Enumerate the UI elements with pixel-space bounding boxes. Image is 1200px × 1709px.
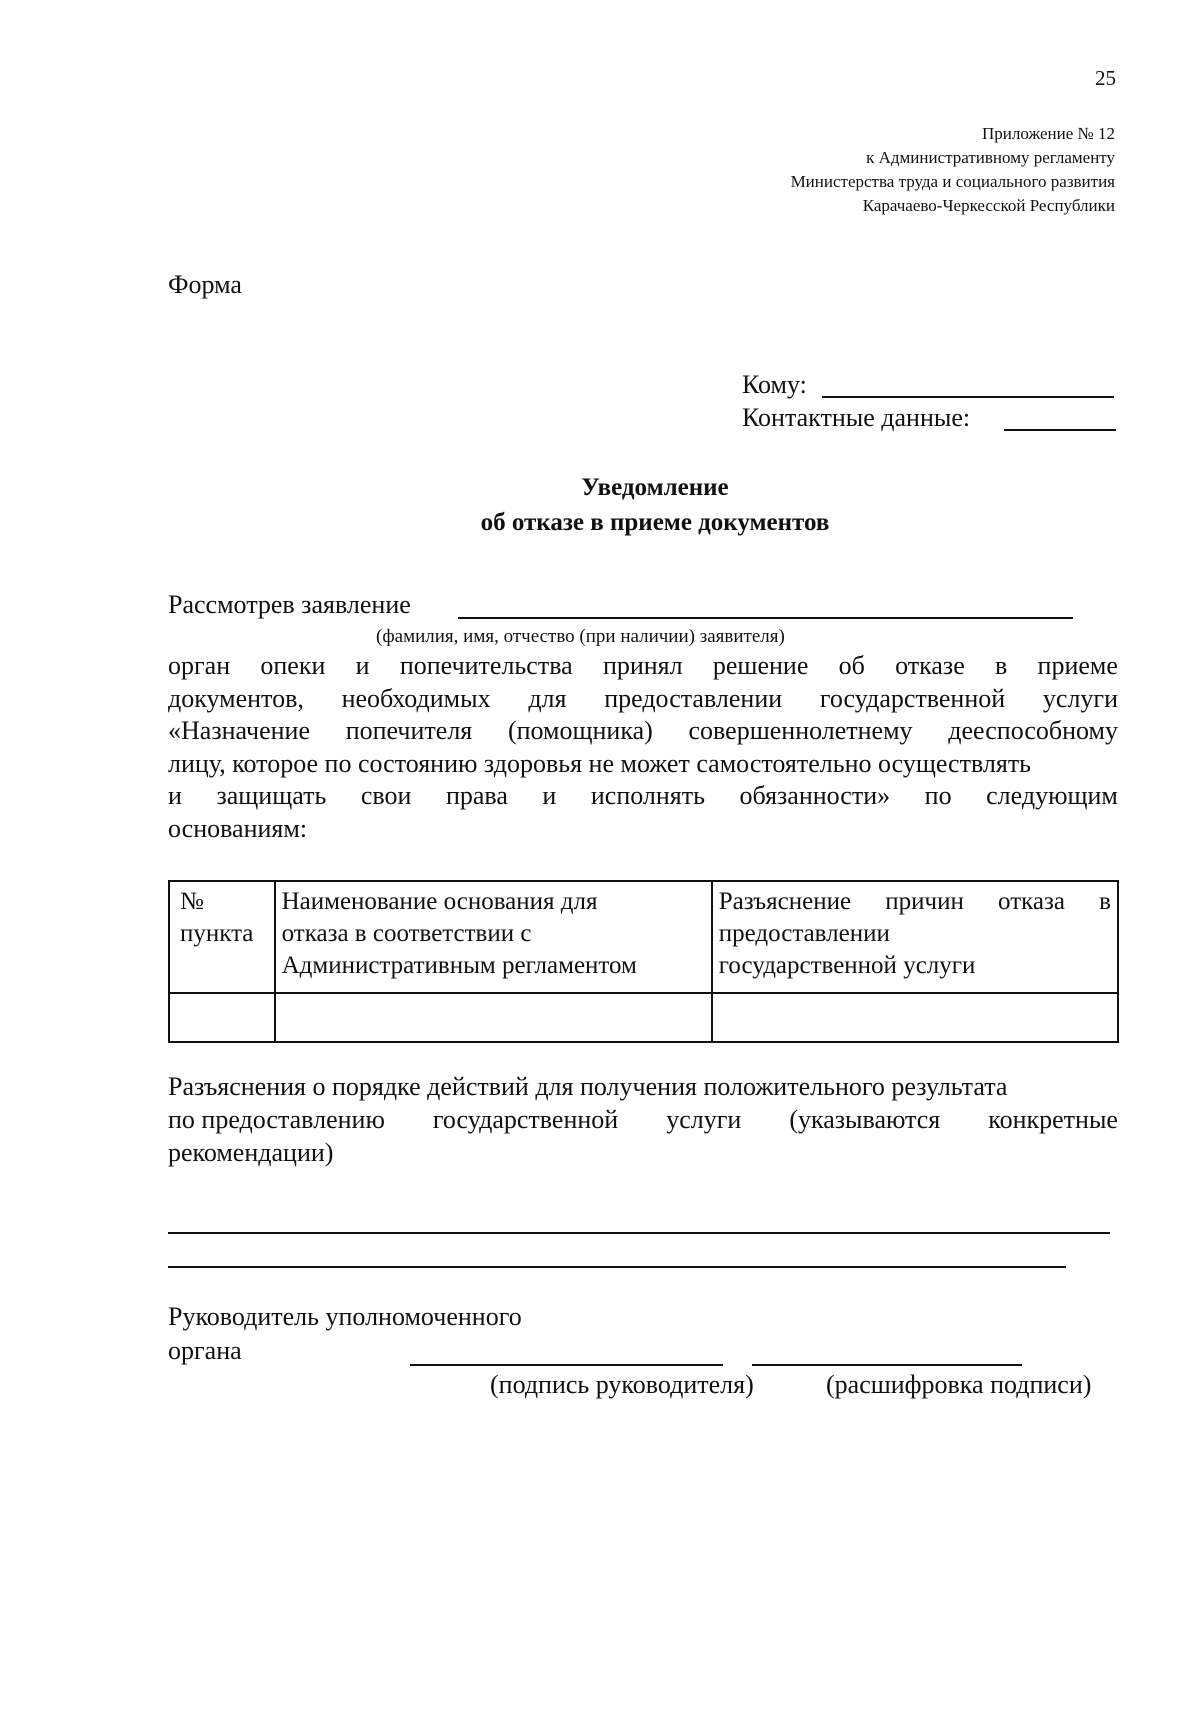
word: отказа	[998, 888, 1065, 915]
word: Разъяснение	[718, 888, 852, 915]
text-line	[168, 650, 1118, 683]
page-number: 25	[1095, 66, 1116, 90]
signature-decoding-field[interactable]	[752, 1364, 1022, 1366]
word: «Назначение	[168, 716, 310, 745]
cell-line: №	[180, 888, 204, 915]
header-cell-number	[169, 881, 275, 993]
text-line: рекомендации)	[168, 1138, 334, 1167]
text-line	[168, 780, 1118, 813]
table-cell[interactable]	[275, 993, 712, 1042]
explanation-text	[168, 1070, 1118, 1169]
word: отказе	[895, 651, 965, 680]
word: обязанности»	[739, 781, 891, 810]
applicant-name-field[interactable]	[458, 617, 1073, 619]
text-line: основаниям:	[168, 813, 308, 843]
text-line: Разъяснения о порядке действий для получения положительного результата	[168, 1072, 1008, 1101]
title-line: об отказе в приеме документов	[480, 509, 830, 536]
text-line	[168, 715, 1118, 748]
word: причин	[885, 888, 964, 915]
cell-line: отказа в соответствии с	[281, 920, 532, 947]
word: необходимых	[341, 683, 491, 713]
recipient-contacts-label: Контактные данные:	[742, 403, 971, 432]
table-row	[169, 993, 1118, 1042]
cell-line	[719, 886, 1111, 918]
grounds-table	[168, 880, 1119, 1043]
cell-line: Административным регламентом	[281, 952, 637, 979]
signature-caption: (подпись руководителя)	[490, 1370, 754, 1399]
recommendation-field[interactable]	[168, 1232, 1110, 1234]
text-line	[168, 683, 1118, 716]
word: услуги	[666, 1105, 742, 1134]
word: об	[838, 651, 865, 680]
signature-decoding-caption: (расшифровка подписи)	[826, 1370, 1092, 1399]
appendix-line: Приложение № 12	[982, 124, 1115, 143]
table-cell[interactable]	[712, 993, 1118, 1042]
table-cell[interactable]	[169, 993, 275, 1042]
label-line: Руководитель уполномоченного	[168, 1302, 522, 1331]
appendix-line: Министерства труда и социального развития	[790, 172, 1115, 191]
word: принял	[602, 651, 683, 680]
word: защищать	[216, 781, 327, 810]
word: государственной	[432, 1105, 619, 1134]
recipient-to-row	[742, 368, 970, 401]
word: предоставлении	[604, 683, 783, 713]
label-line: органа	[168, 1336, 242, 1365]
word: государственной	[819, 683, 1006, 713]
form-label: Форма	[168, 270, 242, 299]
signature-field[interactable]	[410, 1364, 723, 1366]
word: и	[542, 781, 557, 810]
recipient-contacts-row	[742, 401, 970, 434]
word: свои	[360, 781, 412, 810]
recipient-block	[742, 368, 970, 434]
appendix-line: к Административному регламенту	[866, 148, 1115, 167]
word: по предоставлению	[168, 1105, 385, 1134]
text-line	[168, 1103, 1118, 1136]
word: (помощника)	[507, 716, 653, 745]
text-line: лицу, которое по состоянию здоровья не может самостоятельно осуществлять	[168, 748, 1032, 778]
word: по	[924, 781, 952, 810]
cell-line: предоставлении	[718, 920, 890, 947]
word: следующим	[986, 781, 1118, 810]
word: в	[995, 651, 1008, 680]
recipient-to-label: Кому:	[742, 370, 807, 399]
table-header-row	[169, 881, 1118, 993]
word: приеме	[1037, 651, 1118, 680]
word: попечительства	[399, 651, 573, 680]
recommendation-field[interactable]	[168, 1266, 1066, 1268]
word: дееспособному	[948, 716, 1118, 745]
word: услуги	[1042, 683, 1118, 713]
header-cell-ground-name	[275, 881, 712, 993]
word: права	[445, 781, 508, 810]
cell-line: государственной услуги	[718, 952, 976, 979]
word: конкретные	[988, 1105, 1118, 1134]
document-title	[0, 470, 1200, 540]
head-of-authority-label	[168, 1300, 522, 1368]
word: (указываются	[789, 1105, 941, 1134]
word: попечителя	[345, 716, 473, 745]
appendix-header	[595, 122, 1115, 218]
word: орган	[168, 651, 231, 680]
word: в	[1099, 888, 1111, 915]
cell-line: Наименование основания для	[281, 888, 598, 915]
word: и	[355, 651, 370, 680]
title-line: Уведомление	[581, 474, 729, 501]
recipient-to-field[interactable]	[822, 370, 1114, 398]
word: решение	[712, 651, 809, 680]
word: совершеннолетнему	[688, 716, 913, 745]
word: для	[528, 683, 567, 713]
cell-line: пункта	[180, 920, 254, 947]
header-cell-explanation	[712, 881, 1118, 993]
word: и	[168, 781, 182, 810]
decision-text	[168, 650, 1118, 845]
appendix-line: Карачаево-Черкесской Республики	[862, 196, 1115, 215]
applicant-caption: (фамилия, имя, отчество (при наличии) заявителя)	[376, 626, 785, 647]
word: опеки	[260, 651, 326, 680]
recipient-contacts-field[interactable]	[1004, 403, 1116, 431]
word: документов,	[168, 683, 304, 713]
considered-label: Рассмотрев заявление	[168, 590, 411, 619]
word: исполнять	[590, 781, 705, 810]
